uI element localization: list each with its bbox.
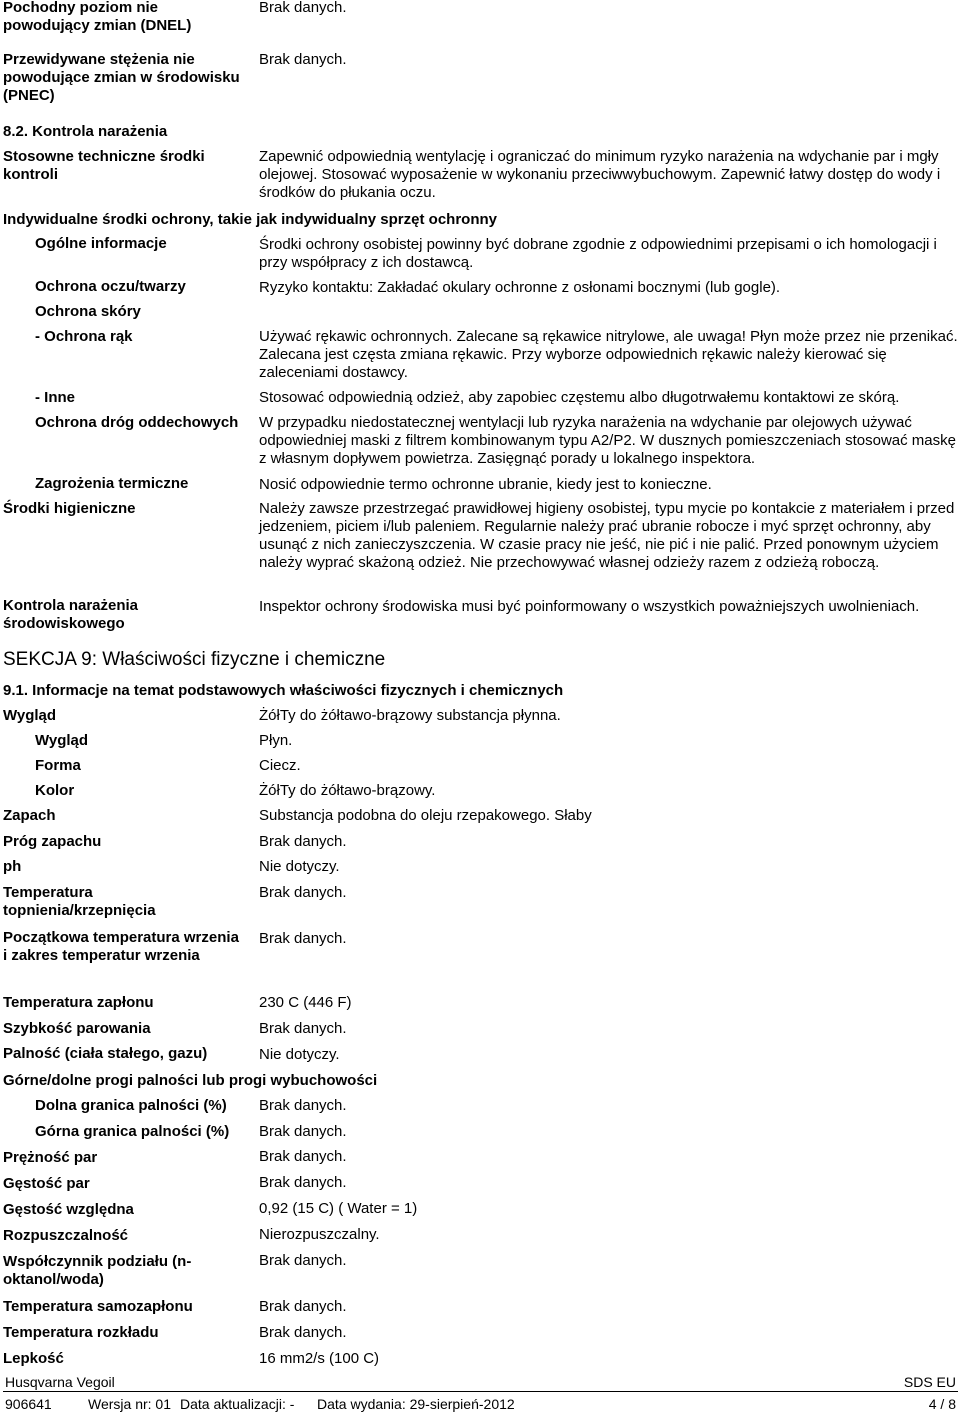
footer-issue-date: Data wydania: 29-sierpień-2012 (317, 1396, 515, 1412)
ppe-general-value: Środki ochrony osobistej powinny być dobrane zgodnie z odpowiednimi przepisami o ich homologacji i przy współpracy z ich dostawcą. (259, 236, 937, 271)
ppe-heading: Indywidualne środki ochrony, takie jak indywidualny sprzęt ochronny (3, 211, 497, 228)
ppe-other-value: Stosować odpowiednią odzież, aby zapobiec częstemu albo długotrwałemu kontaktowi ze skórą. (259, 389, 900, 406)
odor-threshold-label: Próg zapachu (3, 833, 102, 850)
appearance-sub-label: Wygląd (35, 732, 89, 749)
color-value: ŻółTy do żółtawo-brązowy. (259, 782, 436, 799)
lower-flammability-value: Brak danych. (259, 1097, 347, 1114)
partition-coefficient-value: Brak danych. (259, 1252, 347, 1269)
environmental-value: Inspektor ochrony środowiska musi być poinformowany o wszystkich poważniejszych uwolnieniach. (259, 598, 920, 615)
lower-flammability-label: Dolna granica palności (%) (35, 1097, 227, 1114)
ppe-eye-value: Ryzyko kontaktu: Zakładać okulary ochronne z osłonami bocznymi (lub gogle). (259, 279, 781, 296)
pnec-value: Brak danych. (259, 51, 347, 68)
ppe-eye-label: Ochrona oczu/twarzy (35, 278, 186, 295)
relative-density-label: Gęstość względna (3, 1201, 134, 1218)
ppe-other-label: - Inne (35, 389, 75, 406)
odor-threshold-value: Brak danych. (259, 833, 347, 850)
environmental-label: Kontrola narażenia środowiskowego (3, 597, 139, 632)
vapor-pressure-value: Brak danych. (259, 1148, 347, 1165)
ppe-hand-label: - Ochrona rąk (35, 328, 133, 345)
ppe-respiratory-value: W przypadku niedostatecznej wentylacji lub ryzyka narażenia na wdychanie par olejowych używać odpowiedniej maski z filtrem kombinowanym typu A2/P2. W dusznych pomieszczeniach stosować maskę z własnym dopływem powietrza. Zasięgnąć porady u lokalnego inspektora. (259, 414, 956, 467)
vapor-pressure-label: Prężność par (3, 1149, 98, 1166)
evaporation-rate-value: Brak danych. (259, 1020, 347, 1037)
section-8-2-heading: 8.2. Kontrola narażenia (3, 123, 168, 140)
ppe-thermal-label: Zagrożenia termiczne (35, 475, 189, 492)
solubility-label: Rozpuszczalność (3, 1227, 129, 1244)
ppe-thermal-value: Nosić odpowiednie termo ochronne ubranie, kiedy jest to konieczne. (259, 476, 712, 493)
vapor-density-label: Gęstość par (3, 1175, 90, 1192)
boiling-point-value: Brak danych. (259, 930, 347, 947)
footer-code: 906641 (5, 1396, 52, 1412)
ph-value: Nie dotyczy. (259, 858, 340, 875)
hygiene-value: Należy zawsze przestrzegać prawidłowej higieny osobistej, typu mycie po kontakcie z materiałem i przed jedzeniem, piciem i/lub paleniem. Regularnie należy prać ubranie robocze i myć sprzęt ochronny, aby usunąć z nich zanieczyszczenia. W czasie pracy nie jeść, nie pić i nie palić. Przed ponownym użyciem należy wyprać skażoną odzież. Nie przechowywać własnej odzieży razem z odzieżą roboczą. (259, 500, 955, 571)
form-value: Ciecz. (259, 757, 301, 774)
odor-value: Substancja podobna do oleju rzepakowego. Słaby (259, 807, 592, 824)
dnel-value: Brak danych. (259, 0, 347, 16)
ph-label: ph (3, 858, 22, 875)
flash-point-value: 230 C (446 F) (259, 994, 352, 1011)
ppe-respiratory-label: Ochrona dróg oddechowych (35, 414, 239, 431)
decomposition-label: Temperatura rozkładu (3, 1324, 159, 1341)
footer-divider (3, 1391, 958, 1392)
section-9-1-heading: 9.1. Informacje na temat podstawowych właściwości fizycznych i chemicznych (3, 682, 564, 699)
viscosity-value: 16 mm2/s (100 C) (259, 1350, 380, 1367)
vapor-density-value: Brak danych. (259, 1174, 347, 1191)
autoignition-value: Brak danych. (259, 1298, 347, 1315)
decomposition-value: Brak danych. (259, 1324, 347, 1341)
appearance-value: ŻółTy do żółtawo-brązowy substancja płynna. (259, 707, 561, 724)
engineering-controls-label: Stosowne techniczne środki kontroli (3, 148, 205, 183)
relative-density-value: 0,92 (15 C) ( Water = 1) (259, 1200, 418, 1217)
boiling-point-label: Początkowa temperatura wrzenia i zakres temperatur wrzenia (3, 929, 239, 964)
hygiene-label: Środki higieniczne (3, 500, 136, 517)
ppe-hand-value: Używać rękawic ochronnych. Zalecane są rękawice nitrylowe, ale uwaga! Płyn może przez nie przenikać. Zalecana jest częsta zmiana rękawic. Przy wyborze odpowiednich rękawic należy kierować się zaleceniami dostawcy. (259, 328, 958, 381)
pnec-label: Przewidywane stężenia nie powodujące zmian w środowisku (PNEC) (3, 51, 240, 104)
footer-page-number: 4 / 8 (928, 1396, 956, 1412)
appearance-label: Wygląd (3, 707, 57, 724)
section-9-title: SEKCJA 9: Właściwości fizyczne i chemiczne (3, 649, 386, 670)
footer-version: Wersja nr: 01 (88, 1396, 171, 1412)
flash-point-label: Temperatura zapłonu (3, 994, 154, 1011)
evaporation-rate-label: Szybkość parowania (3, 1020, 151, 1037)
upper-flammability-label: Górna granica palności (%) (35, 1123, 230, 1140)
ppe-general-label: Ogólne informacje (35, 235, 167, 252)
flammability-limits-heading: Górne/dolne progi palności lub progi wybuchowości (3, 1072, 378, 1089)
flammability-label: Palność (ciała stałego, gazu) (3, 1045, 208, 1062)
footer-update-date: Data aktualizacji: - (180, 1396, 295, 1412)
partition-coefficient-label: Współczynnik podziału (n-oktanol/woda) (3, 1253, 192, 1288)
form-label: Forma (35, 757, 81, 774)
footer-product: Husqvarna Vegoil (5, 1374, 115, 1390)
engineering-controls-value: Zapewnić odpowiednią wentylację i ograniczać do minimum ryzyko narażenia na wdychanie par i mgły olejowej. Stosować wyposażenie w wykonaniu przeciwwybuchowym. Zapewnić łatwy dostęp do wody i środków do płukania oczu. (259, 148, 941, 201)
solubility-value: Nierozpuszczalny. (259, 1226, 380, 1243)
melting-point-value: Brak danych. (259, 884, 347, 901)
upper-flammability-value: Brak danych. (259, 1123, 347, 1140)
color-label: Kolor (35, 782, 75, 799)
ppe-skin-label: Ochrona skóry (35, 303, 141, 320)
melting-point-label: Temperatura topnienia/krzepnięcia (3, 884, 156, 919)
viscosity-label: Lepkość (3, 1350, 64, 1367)
appearance-sub-value: Płyn. (259, 732, 293, 749)
autoignition-label: Temperatura samozapłonu (3, 1298, 193, 1315)
odor-label: Zapach (3, 807, 56, 824)
flammability-value: Nie dotyczy. (259, 1046, 340, 1063)
footer-doc-type: SDS EU (903, 1374, 956, 1390)
dnel-label: Pochodny poziom nie powodujący zmian (DNEL) (3, 0, 192, 34)
